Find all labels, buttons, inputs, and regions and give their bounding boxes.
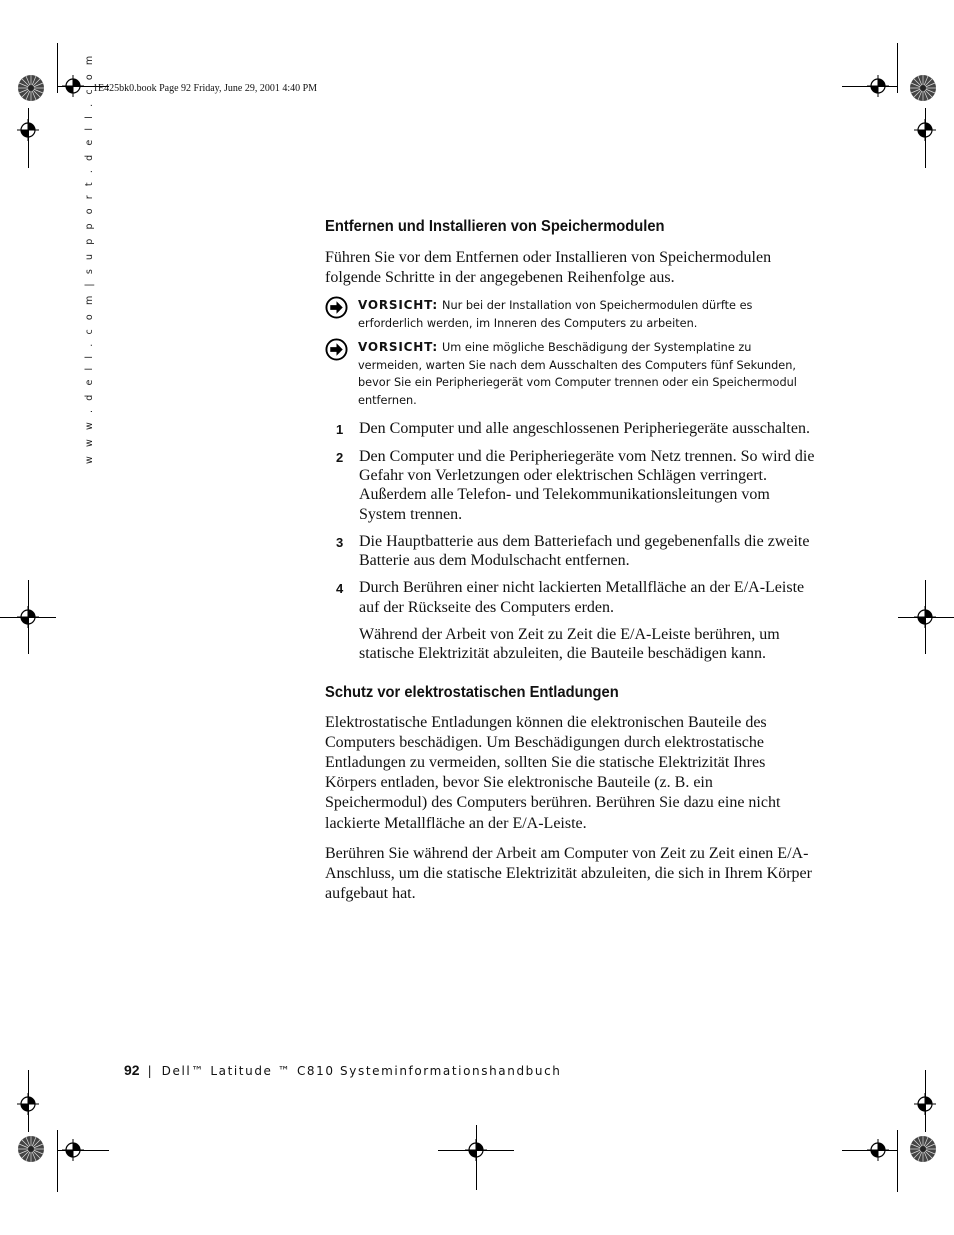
crosshair-registration-icon	[867, 1139, 889, 1161]
crosshair-registration-icon	[62, 75, 84, 97]
step-number: 2	[336, 449, 344, 465]
side-url	[84, 52, 98, 464]
crop-mark	[57, 1130, 58, 1192]
crosshair-registration-icon	[17, 1093, 39, 1115]
section-heading: Entfernen und Installieren von Speichermodulen	[325, 218, 665, 235]
steps-list	[325, 419, 815, 617]
document-title: Dell™ Latitude ™ C810 Systeminformationshandbuch	[161, 1064, 562, 1078]
list-item	[325, 419, 815, 438]
sunburst-target-icon	[909, 74, 937, 102]
side-url-text: w w w . d e l l . c o m | s u p p o r t . d e l l . c o m	[84, 52, 95, 464]
notice	[325, 339, 815, 409]
crosshair-registration-icon	[867, 75, 889, 97]
notice-text: Nur bei der Installation von Speichermodulen dürfte es erforderlich werden, im Inneren des Computers zu arbeiten.	[358, 299, 753, 330]
crop-mark	[897, 1130, 898, 1192]
step-number: 1	[336, 422, 344, 438]
crosshair-registration-icon	[62, 1139, 84, 1161]
crosshair-registration-icon	[914, 1093, 936, 1115]
arrow-right-circle-icon	[325, 338, 348, 361]
step-followup: Während der Arbeit von Zeit zu Zeit die E/A-Leiste berühren, um statische Elektrizität abzuleiten, die Bauteile beschädigen kann.	[359, 626, 780, 663]
page-number: 92	[124, 1062, 140, 1078]
list-item	[325, 447, 815, 524]
body-paragraph: Elektrostatische Entladungen können die elektronischen Bauteile des Computers beschädigen. Um Beschädigungen durch elektrostatische Entladungen zu vermeiden, sollten Sie die statische Elektrizität Ihres Körpers entladen, bevor Sie elektronische Bauteile (z. B. ein Speichermodul) des Computers berühren. Berühren Sie dazu eine nicht lackierte Metallfläche an der E/A-Leiste.	[325, 713, 781, 832]
step-text: Die Hauptbatterie aus dem Batteriefach und gegebenenfalls die zweite Batterie aus dem Modulschacht entfernen.	[359, 532, 810, 570]
sunburst-target-icon	[909, 1135, 937, 1163]
notice-text: Um eine mögliche Beschädigung der Systemplatine zu vermeiden, warten Sie nach dem Ausschalten des Computers fünf Sekunden, bevor Sie ein Peripheriegerät vom Computer trennen oder ein Speichermodul entfernen.	[358, 341, 797, 407]
arrow-right-circle-icon	[325, 296, 348, 319]
crosshair-registration-icon	[17, 606, 39, 628]
list-item	[325, 578, 815, 617]
crosshair-registration-icon	[914, 119, 936, 141]
notice	[325, 297, 815, 332]
step-number: 3	[336, 534, 344, 550]
sunburst-target-icon	[17, 1135, 45, 1163]
page-footer	[124, 1062, 562, 1078]
sunburst-target-icon	[17, 74, 45, 102]
notice-label: VORSICHT:	[358, 340, 439, 355]
body-paragraph: Berühren Sie während der Arbeit am Computer von Zeit zu Zeit einen E/A-Anschluss, um die statische Elektrizität abzuleiten, die sich in Ihrem Körper aufgebaut hat.	[325, 844, 812, 903]
crosshair-registration-icon	[17, 119, 39, 141]
notice-label: VORSICHT:	[358, 298, 439, 313]
step-text: Den Computer und alle angeschlossenen Peripheriegeräte ausschalten.	[359, 420, 810, 438]
crosshair-registration-icon	[914, 606, 936, 628]
print-info: 1E425bk0.book Page 92 Friday, June 29, 2001 4:40 PM	[93, 83, 318, 94]
crosshair-registration-icon	[465, 1139, 487, 1161]
step-text: Den Computer und die Peripheriegeräte vom Netz trennen. So wird die Gefahr von Verletzungen oder elektrischen Schlägen verringert. Außerdem alle Telefon- und Telekommunikationsleitungen vom System trennen.	[359, 447, 815, 523]
main-content	[325, 218, 815, 905]
intro-paragraph: Führen Sie vor dem Entfernen oder Installieren von Speichermodulen folgende Schritte in der angegebenen Reihenfolge aus.	[325, 249, 772, 287]
step-text: Durch Berühren einer nicht lackierten Metallfläche an der E/A-Leiste auf der Rückseite des Computers erden.	[359, 579, 805, 616]
section-heading: Schutz vor elektrostatischen Entladungen	[325, 683, 619, 701]
footer-separator: |	[147, 1064, 152, 1078]
step-number: 4	[336, 581, 344, 597]
list-item	[325, 532, 815, 571]
